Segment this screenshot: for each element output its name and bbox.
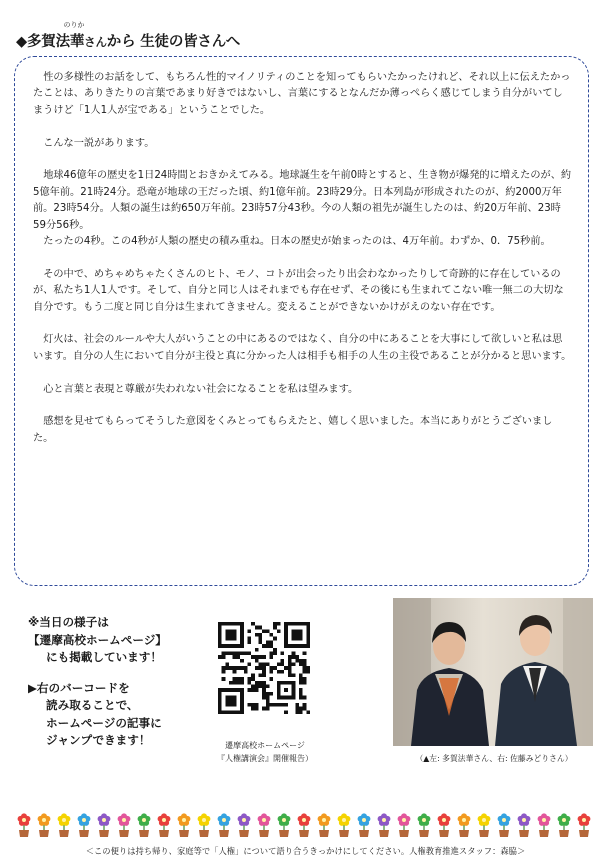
letter-paragraph-2: こんな一説があります。 (43, 137, 155, 149)
footer-note: ＜この便りは持ち帰り、家庭等で「人権」について語り合うきっかけにしてください。人権教育推進スタッフ：森脇＞ (85, 846, 526, 856)
flower-icon (518, 813, 531, 837)
flower-icon (398, 813, 411, 837)
flower-icon (358, 813, 371, 837)
flower-icon (438, 813, 451, 837)
flower-icon (418, 813, 431, 837)
notice-gap (28, 667, 198, 680)
flower-icon (138, 813, 151, 837)
flower-icon (538, 813, 551, 837)
flower-icon (498, 813, 511, 837)
flower-icon (58, 813, 71, 837)
flower-icon (378, 813, 391, 837)
notice-line-5: 読み取ることで、 (46, 698, 139, 712)
flower-icon (118, 813, 131, 837)
title-ruby: のりか (63, 21, 85, 29)
flower-icon (158, 813, 171, 837)
flower-icon (258, 813, 271, 837)
letter-paragraph-1: 性の多様性のお話をして、もちろん性的マイノリティのことを知ってもらいたかったけれど、それ以上に伝えたかったことは、ありきたりの言葉であまり好きではないし、言葉にするとなんだか薄っぺらく感じてしまう自分がいてしまうけど「1人1人が宝である」ということでした。 (33, 72, 571, 116)
title-name-text: 法華 (55, 34, 85, 50)
flower-border (14, 812, 594, 838)
title-suffix: から 生徒の皆さんへ (106, 34, 241, 50)
flower-icon (278, 813, 291, 837)
flower-icon (78, 813, 91, 837)
flower-icon (178, 813, 191, 837)
letter-paragraph-6: 灯火は、社会のルールや大人がいうことの中にあるのではなく、自分の中にあることを大事にして欲しいと私は思います。自分の人生において自分が主役と真に分かった人は相手も相手の人生の主役であることが分かると思います。 (33, 334, 572, 362)
flower-icon (478, 813, 491, 837)
qr-caption (200, 739, 330, 765)
homepage-notice (28, 614, 198, 750)
flower-icon (18, 813, 31, 837)
notice-line-4: ▶右のバーコードを (28, 680, 130, 695)
notice-line-2: 【遷摩高校ホームページ】 (28, 632, 167, 647)
letter-paragraph-4: たったの4秒。この4秒が人類の歴史の積み重ね。日本の歴史が始まったのは、4万年前。わずか、0．75秒前。 (43, 236, 551, 248)
flower-icon (198, 813, 211, 837)
title-honorific: さん (84, 35, 107, 49)
letter-box (14, 56, 589, 586)
notice-line-6: ホームページの記事に (46, 715, 162, 730)
notice-line-1: ※当日の様子は (28, 615, 109, 629)
flower-icon (318, 813, 331, 837)
page-title (16, 21, 241, 51)
qr-code[interactable] (218, 622, 310, 714)
flower-icon (38, 813, 51, 837)
letter-paragraph-7: 心と言葉と表現と尊厳が失われない社会になることを私は望みます。 (43, 383, 359, 395)
letter-paragraph-8: 感想を見せてもらってそうした意図をくみとってもらえたと、嬉しく思いました。本当にありがとうございました。 (33, 416, 553, 444)
flower-icon (298, 813, 311, 837)
speakers-photo (393, 598, 593, 746)
flower-icon (238, 813, 251, 837)
qr-caption-line-1: 遷摩高校ホームページ (225, 741, 305, 750)
flower-icon (338, 813, 351, 837)
qr-caption-line-2: 『人権講演会』開催報告） (217, 754, 313, 763)
flower-icon (218, 813, 231, 837)
flower-icon (578, 813, 591, 837)
flower-icon (458, 813, 471, 837)
notice-line-7: ジャンプできます！ (46, 733, 151, 747)
notice-line-3: にも掲載しています！ (46, 650, 162, 664)
letter-paragraph-3: 地球46億年の歴史を1日24時間とおきかえてみる。地球誕生を午前0時とすると、生き物が爆発的に増えたのが、約5億年前。21時24分。恐竜が地球の王だった頃、約1億年前。23時29分。日本列島が形成されたのが、約2000万年前。23時54分。人類の誕生は約650万年前。23時57分43秒。今の人類の祖先が誕生したのは、約20万年前、23時59分56秒。 (33, 170, 572, 231)
photo-caption: （▲左: 多賀法華さん、右: 佐藤みどりさん） (415, 754, 573, 763)
flower-icon (558, 813, 571, 837)
letter-paragraph-5: その中で、めちゃめちゃたくさんのヒト、モノ、コトが出会ったり出会わなかったりして奇跡的に存在しているのが、私たち1人1人です。そして、自分と同じ人はそれまでも存在せず、その後にも生まれてこない唯一無二の大切な自分です。もう二度と同じ自分は生まれてきません。変えることができないかけがえのない存在です。 (33, 268, 564, 313)
flower-icon (98, 813, 111, 837)
title-prefix: ◆多賀 (16, 34, 56, 50)
title-name (55, 21, 85, 51)
